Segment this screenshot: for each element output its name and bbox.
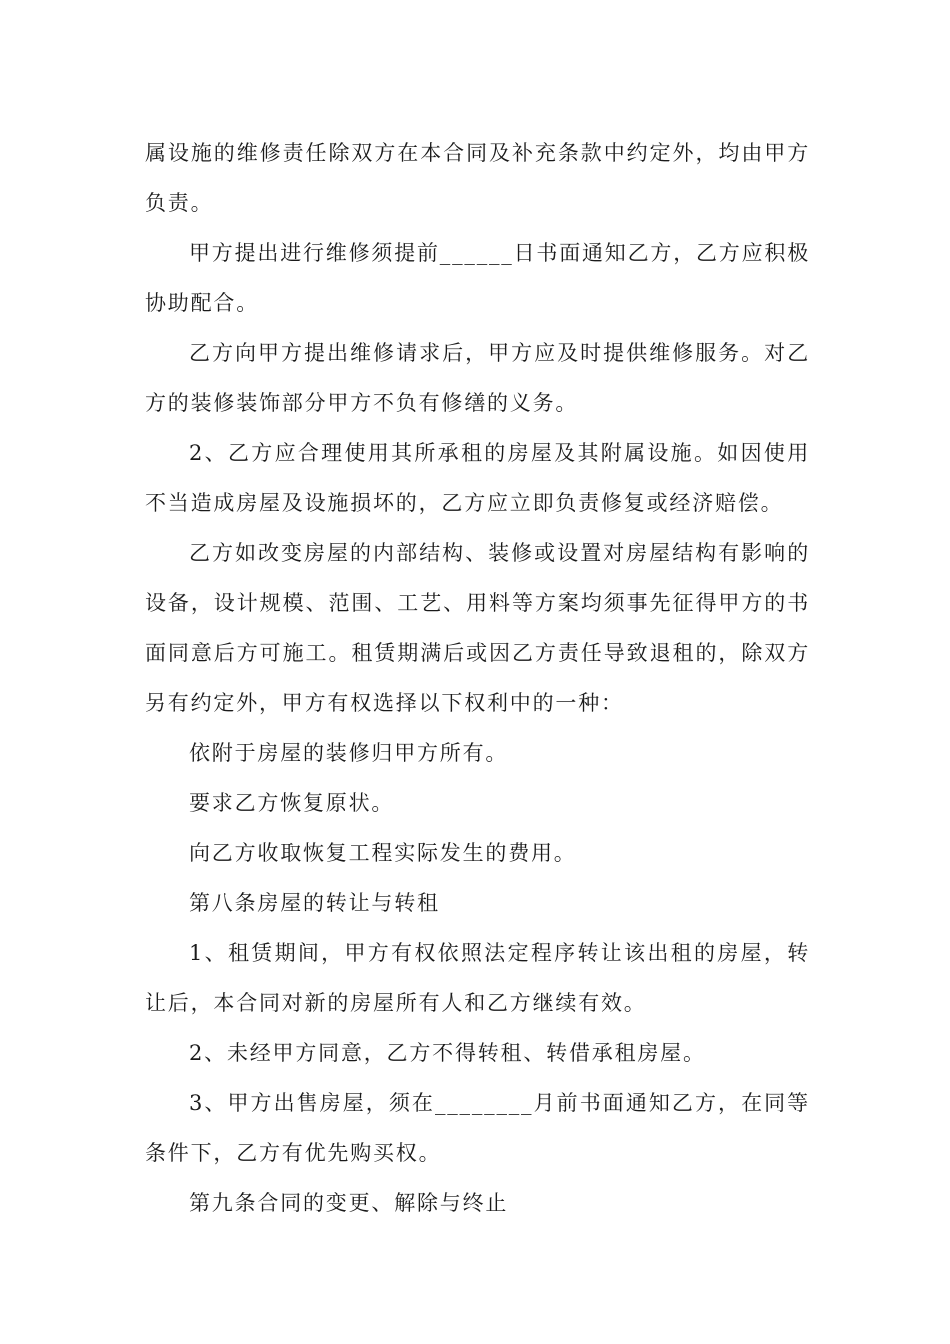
paragraph-sublease: 2、未经甲方同意，乙方不得转租、转借承租房屋。: [189, 1041, 706, 1065]
paragraph-proper-use: 2、乙方应合理使用其所承租的房屋及其附属设施。如因使用不当造成房屋及设施损坏的，乙方应立即负责修复或经济赔偿。: [145, 441, 810, 515]
paragraph-structural-change: 乙方如改变房屋的内部结构、装修或设置对房屋结构有影响的设备，设计规模、范围、工艺、用料等方案均须事先征得甲方的书面同意后方可施工。租赁期满后或因乙方责任导致退租的，除双方另有约定外，甲方有权选择以下权利中的一种：: [145, 541, 810, 715]
paragraph-sale-notice: 3、甲方出售房屋，须在________月前书面通知乙方，在同等条件下，乙方有优先购买权。: [145, 1091, 810, 1165]
paragraph-repair-notice: 甲方提出进行维修须提前______日书面通知乙方，乙方应积极协助配合。: [145, 241, 810, 315]
paragraph-continuation: 属设施的维修责任除双方在本合同及补充条款中约定外，均由甲方负责。: [145, 141, 810, 215]
paragraph-option-1: 依附于房屋的装修归甲方所有。: [189, 741, 509, 765]
document-body: [145, 128, 810, 1228]
paragraph-option-3: 向乙方收取恢复工程实际发生的费用。: [189, 841, 577, 865]
paragraph-transfer: 1、租赁期间，甲方有权依照法定程序转让该出租的房屋，转让后，本合同对新的房屋所有人和乙方继续有效。: [145, 941, 810, 1015]
section-heading-article-8: 第八条房屋的转让与转租: [189, 891, 440, 915]
section-heading-article-9: 第九条合同的变更、解除与终止: [189, 1191, 509, 1215]
paragraph-option-2: 要求乙方恢复原状。: [189, 791, 395, 815]
paragraph-repair-request: 乙方向甲方提出维修请求后，甲方应及时提供维修服务。对乙方的装修装饰部分甲方不负有修缮的义务。: [145, 341, 810, 415]
